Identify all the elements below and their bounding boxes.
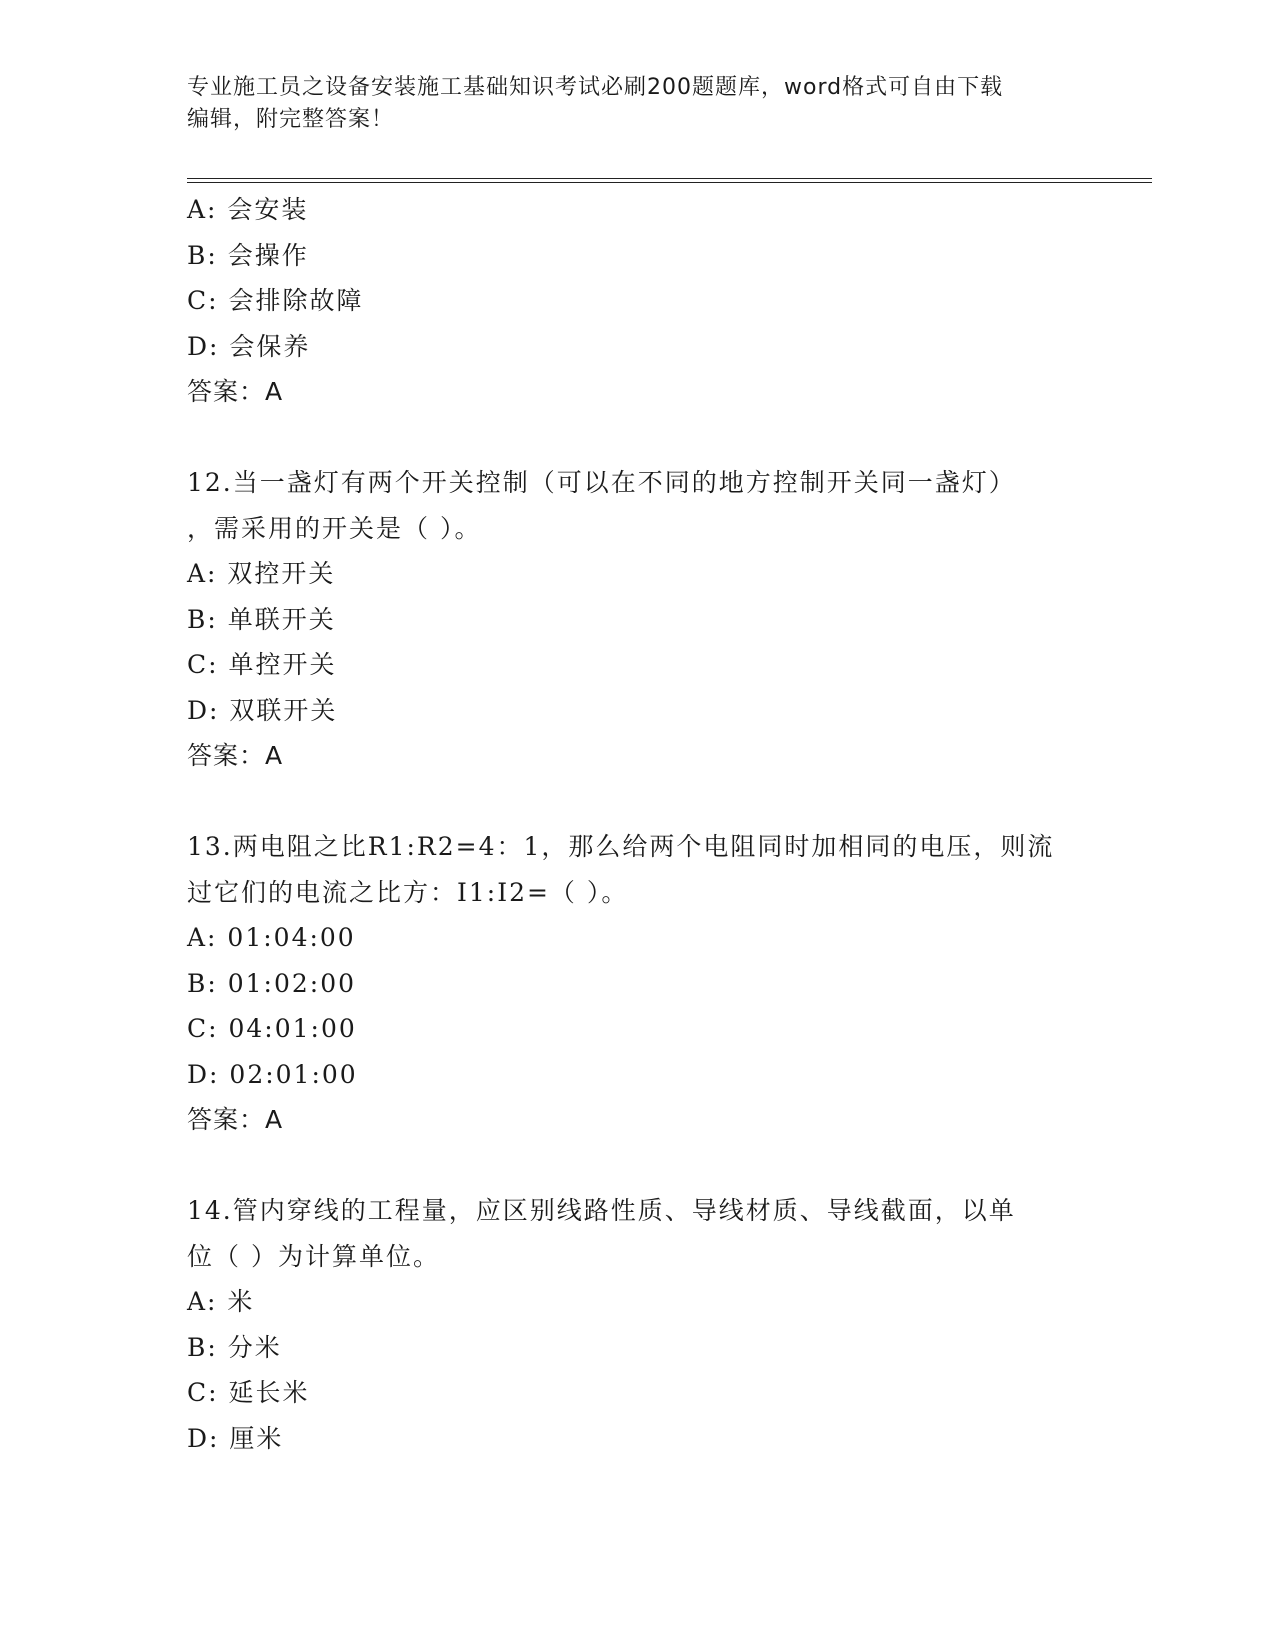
option-d: D: 厘米 bbox=[187, 1423, 284, 1453]
question-text-line-1: 13.两电阻之比R1:R2=4：1，那么给两个电阻同时加相同的电压，则流 bbox=[187, 832, 1055, 861]
header-line-2: 编辑，附完整答案！ bbox=[187, 107, 395, 132]
option-a: A: 双控开关 bbox=[187, 559, 336, 588]
option-b: B: 会操作 bbox=[187, 240, 309, 270]
question-list bbox=[187, 187, 1087, 1461]
option-a: A: 01:04:00 bbox=[187, 923, 356, 952]
question-11 bbox=[187, 187, 1087, 415]
header-line-1: 专业施工员之设备安装施工基础知识考试必刷200题题库，word格式可自由下载 bbox=[187, 75, 1004, 100]
option-b: B: 分米 bbox=[187, 1332, 282, 1362]
option-c: C: 单控开关 bbox=[187, 650, 337, 679]
option-c: C: 延长米 bbox=[187, 1378, 310, 1407]
option-a: A: 会安装 bbox=[187, 195, 309, 224]
option-c: C: 会排除故障 bbox=[187, 286, 364, 315]
question-14 bbox=[187, 1188, 1087, 1461]
question-text-line-2: 过它们的电流之比方：I1:I2=（ ）。 bbox=[187, 877, 629, 907]
question-13 bbox=[187, 824, 1087, 1143]
answer-line: 答案：A bbox=[187, 741, 284, 770]
question-text-line-2: 位（ ）为计算单位。 bbox=[187, 1241, 440, 1271]
option-d: D: 双联开关 bbox=[187, 695, 338, 725]
question-text-line-2: ，需采用的开关是（ ）。 bbox=[187, 513, 482, 543]
header-divider bbox=[187, 178, 1152, 183]
answer-line: 答案：A bbox=[187, 377, 284, 406]
spacer bbox=[187, 415, 1087, 461]
document-header bbox=[187, 72, 1067, 136]
question-text-line-1: 14.管内穿线的工程量，应区别线路性质、导线材质、导线截面，以单 bbox=[187, 1196, 1016, 1225]
question-text-line-1: 12.当一盏灯有两个开关控制（可以在不同的地方控制开关同一盏灯） bbox=[187, 468, 1016, 497]
option-d: D: 02:01:00 bbox=[187, 1059, 358, 1089]
option-b: B: 01:02:00 bbox=[187, 968, 357, 998]
answer-line: 答案：A bbox=[187, 1105, 284, 1134]
option-a: A: 米 bbox=[187, 1287, 255, 1316]
question-12 bbox=[187, 460, 1087, 779]
option-c: C: 04:01:00 bbox=[187, 1014, 357, 1043]
spacer bbox=[187, 1143, 1087, 1189]
option-b: B: 单联开关 bbox=[187, 604, 336, 634]
option-d: D: 会保养 bbox=[187, 331, 311, 361]
spacer bbox=[187, 779, 1087, 825]
